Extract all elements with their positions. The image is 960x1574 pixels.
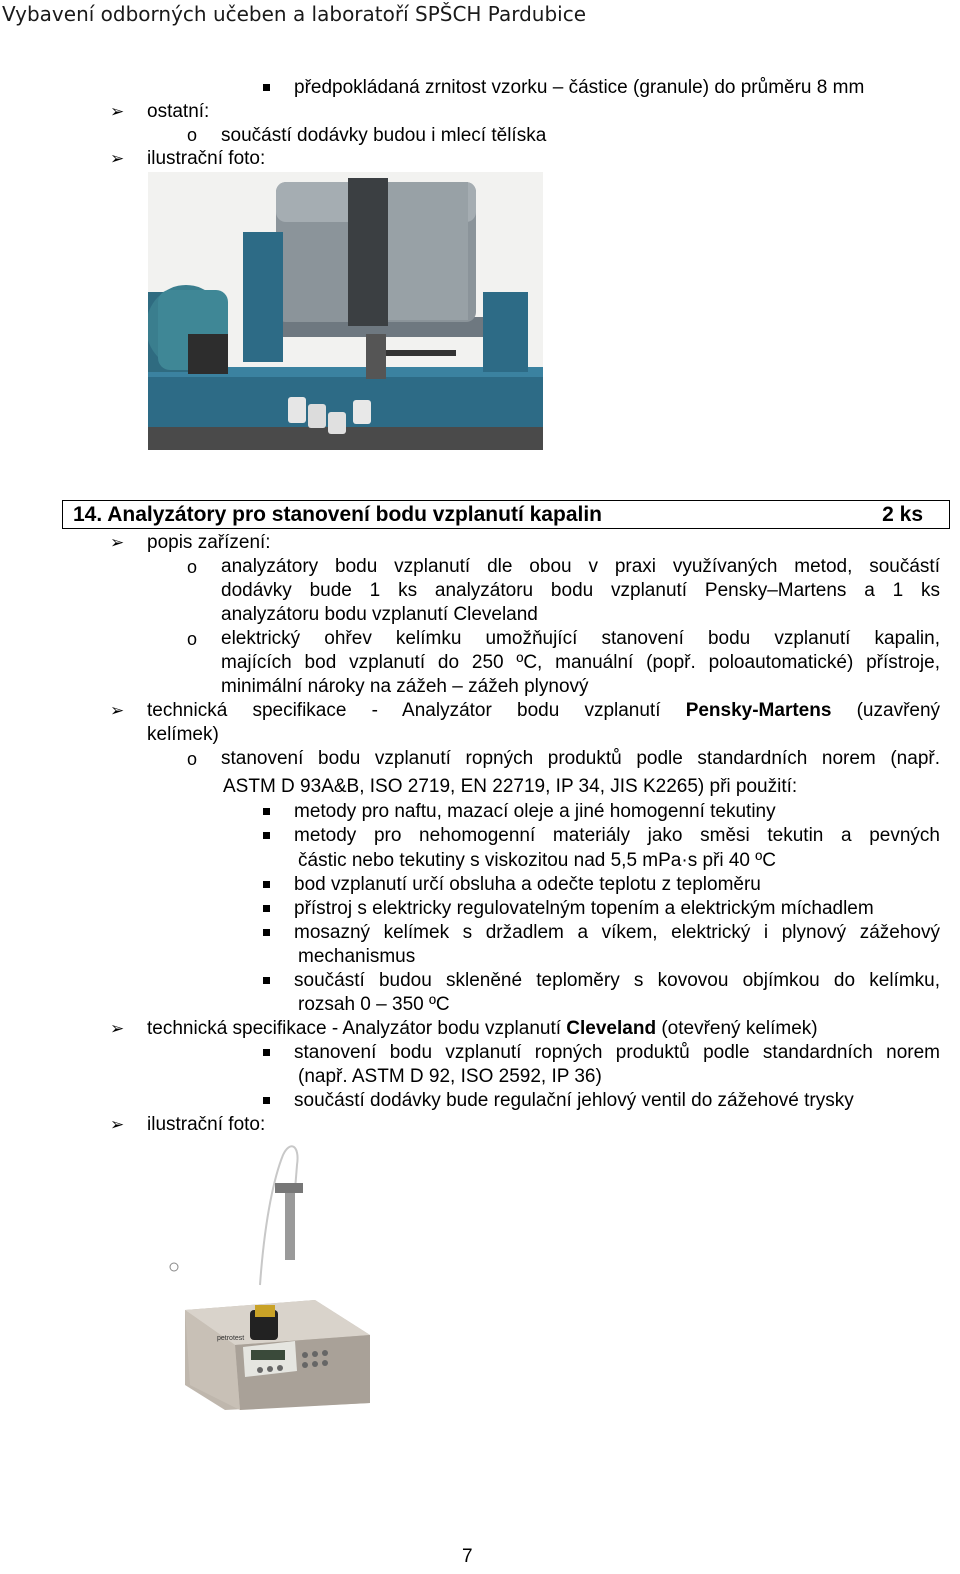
pensky-bullet-6-line-1: součástí budou skleněné teploměry s kovovou objímkou do kelímku, (294, 970, 940, 991)
spec-cleveland-suffix: (otevřený kelímek) (661, 1018, 818, 1039)
bullet-square (263, 881, 270, 888)
ball-mill-photo (148, 172, 543, 450)
page-header: Vybavení odborných učeben a laboratoří SPŠCH Pardubice (2, 2, 587, 26)
section-title-box (62, 500, 950, 529)
spec-pensky-heading (147, 699, 940, 723)
spec-cleveland-name: Cleveland (566, 1018, 657, 1039)
pensky-bullet-3: bod vzplanutí určí obsluha a odečte teplotu z teploměru (294, 874, 761, 895)
cleveland-bullet-1-line-1: stanovení bodu vzplanutí ropných produktů podle standardních norem (294, 1042, 940, 1063)
arrow-bullet-icon: ➢ (110, 1019, 125, 1038)
pensky-bullet-2-line-2: částic nebo tekutiny s viskozitou nad 5,5 mPa·s při 40 ºC (298, 850, 776, 871)
description-1-line-1: analyzátory bodu vzplanutí dle obou v praxi využívaných metod, součástí (221, 556, 940, 577)
arrow-bullet-icon: ➢ (110, 1115, 125, 1134)
photo-label: ilustrační foto: (147, 148, 266, 169)
pensky-bullet-5-line-1: mosazný kelímek s držadlem a víkem, elektrický i plynový zážehový (294, 922, 940, 943)
device-brand-label: petrotest (217, 1335, 245, 1342)
pensky-bullet-1: metody pro naftu, mazací oleje a jiné homogenní tekutiny (294, 801, 776, 822)
pensky-bullet-2-line-1: metody pro nehomogenní materiály jako směsi tekutin a pevných (294, 825, 940, 846)
pensky-bullet-6-line-2: rozsah 0 – 350 ºC (298, 994, 450, 1015)
bullet-square (263, 808, 270, 815)
spec-pensky-prefix: technická specifikace - Analyzátor bodu vzplanutí (147, 700, 661, 721)
description-1-line-2: dodávky bude 1 ks analyzátoru bodu vzplanutí Pensky–Martens a 1 ks (221, 580, 940, 601)
pensky-bullet-4: přístroj s elektricky regulovatelným topením a elektrickým míchadlem (294, 898, 874, 919)
bullet-square (263, 832, 270, 839)
arrow-bullet-icon: ➢ (110, 149, 125, 168)
spec-pensky-name: Pensky-Martens (685, 700, 832, 721)
circle-bullet: o (187, 557, 198, 577)
bullet-square (263, 905, 270, 912)
bullet-square (263, 1097, 270, 1104)
description-2-line-1: elektrický ohřev kelímku umožňující stanovení bodu vzplanutí kapalin, (221, 628, 940, 649)
arrow-bullet-icon: ➢ (110, 533, 125, 552)
description-2-line-2: majících bod vzplanutí do 250 ºC, manuální (popř. poloautomatické) přístroje, (221, 652, 940, 673)
spec-cleveland-heading (147, 1017, 818, 1041)
bullet-square (263, 929, 270, 936)
pensky-bullet-5-line-2: mechanismus (298, 946, 416, 967)
bullet-square (263, 1049, 270, 1056)
cleveland-bullet-2: součástí dodávky bude regulační jehlový ventil do zážehové trysky (294, 1090, 854, 1111)
spec-cleveland-prefix: technická specifikace - Analyzátor bodu vzplanutí (147, 1018, 562, 1039)
spec-pensky-item-line-1: stanovení bodu vzplanutí ropných produktů podle standardních norem (např. (221, 748, 940, 769)
spec-pensky-item-line-2: ASTM D 93A&B, ISO 2719, EN 22719, IP 34, JIS K2265) při použití: (223, 776, 798, 797)
spec-pensky-suffix: (uzavřený (856, 700, 941, 721)
other-item: součástí dodávky budou i mlecí tělíska (221, 125, 547, 146)
circle-bullet: o (187, 629, 198, 649)
bullet-square (263, 84, 270, 91)
other-label: ostatní: (147, 101, 210, 122)
arrow-bullet-icon: ➢ (110, 701, 125, 720)
section-quantity: 2 ks (882, 503, 923, 526)
grain-size-item: předpokládaná zrnitost vzorku – částice (granule) do průměru 8 mm (294, 77, 865, 98)
description-1-line-3: analyzátoru bodu vzplanutí Cleveland (221, 604, 538, 625)
arrow-bullet-icon: ➢ (110, 102, 125, 121)
description-2-line-3: minimální nároky na zážeh – zážeh plynový (221, 676, 589, 697)
section-title: 14. Analyzátory pro stanovení bodu vzplanutí kapalin (73, 503, 602, 526)
photo-label-2: ilustrační foto: (147, 1114, 266, 1135)
spec-pensky-heading-line-2: kelímek) (147, 724, 219, 745)
cleveland-bullet-1-line-2: (např. ASTM D 92, ISO 2592, IP 36) (298, 1066, 602, 1087)
page-number: 7 (462, 1546, 473, 1567)
flash-point-analyzer-photo (165, 1135, 385, 1415)
bullet-square (263, 977, 270, 984)
description-label: popis zařízení: (147, 532, 271, 553)
circle-bullet: o (187, 749, 198, 769)
circle-bullet: o (187, 125, 198, 145)
